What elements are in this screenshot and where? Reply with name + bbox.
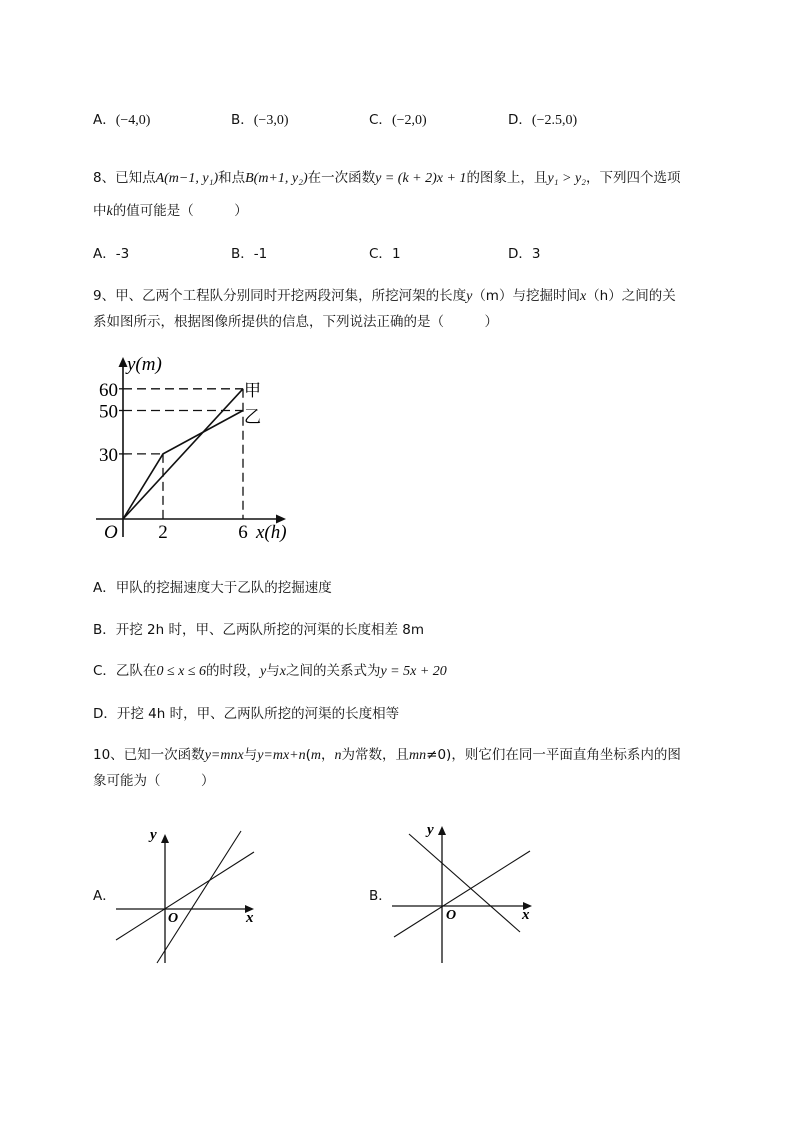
q10-option-a-label[interactable]: A． (93, 888, 116, 904)
y-tick-label-30: 30 (99, 444, 118, 466)
graph-a-x-label: x (246, 910, 254, 926)
graph-b-x-label: x (522, 907, 530, 923)
q8-stem-line1: 8、已知点A(m−1, y₁)和点B(m+1, y₂)在一次函数y = (k + 2)x + 1的图象上，且y₁ > y₂，下列四个选项 (93, 170, 681, 186)
q7-option-c[interactable]: C．(−2,0) (369, 112, 427, 128)
q7-option-a[interactable]: A．(−4,0) (93, 112, 151, 128)
q7-option-d[interactable]: D．(−2.5,0) (508, 112, 578, 128)
x-axis-label: x(h) (256, 522, 287, 543)
q10-option-b-label[interactable]: B． (369, 888, 392, 904)
q9-stem-line1: 9、甲、乙两个工程队分别同时开挖两段河集，所挖河架的长度y（m）与挖掘时间x（h）之间的关 (93, 288, 676, 304)
graph-b-y-label: y (427, 822, 434, 838)
series-label-jia: 甲 (244, 380, 261, 400)
q9-option-d[interactable]: D．开挖 4h 时，甲、乙两队所挖的河渠的长度相等 (93, 706, 400, 722)
y-tick-label-50: 50 (99, 401, 118, 423)
q9-stem-line2: 系如图所示，根据图像所提供的信息，下列说法正确的是（ ） (93, 314, 498, 330)
q7-option-b[interactable]: B．(−3,0) (231, 112, 289, 128)
q8-option-d[interactable]: D．3 (508, 246, 541, 262)
y-tick-label-60: 60 (99, 379, 118, 401)
q8-option-a[interactable]: A．-3 (93, 246, 130, 262)
graph-a-y-label: y (150, 827, 157, 843)
origin-label: O (104, 522, 118, 543)
x-tick-label-6: 6 (238, 522, 248, 543)
series-label-yi: 乙 (244, 407, 261, 427)
q8-option-b[interactable]: B．-1 (231, 246, 268, 262)
q10-stem-line2: 象可能为（ ） (93, 773, 215, 789)
graph-b-origin-label: O (446, 908, 457, 923)
q8-stem-line2: 中k的值可能是（ ） (93, 203, 248, 219)
x-tick-label-2: 2 (158, 522, 168, 543)
graph-a-origin-label: O (168, 911, 179, 926)
q10-stem-line1: 10、已知一次函数y=mnx与y=mx+n(m，n为常数，且mn≠0)，则它们在同一平面直角坐标系内的图 (93, 747, 681, 763)
q9-option-b[interactable]: B．开挖 2h 时，甲、乙两队所挖的河渠的长度相差 8m (93, 622, 425, 638)
q8-option-c[interactable]: C．1 (369, 246, 401, 262)
q9-option-a[interactable]: A．甲队的挖掘速度大于乙队的挖掘速度 (93, 580, 332, 596)
q9-option-c[interactable]: C．乙队在0 ≤ x ≤ 6的时段，y与x之间的关系式为y = 5x + 20 (93, 663, 447, 679)
y-axis-label: y(m) (127, 354, 162, 375)
graph-b-line-1 (394, 851, 530, 937)
graph-b-y-arrow (438, 826, 446, 835)
